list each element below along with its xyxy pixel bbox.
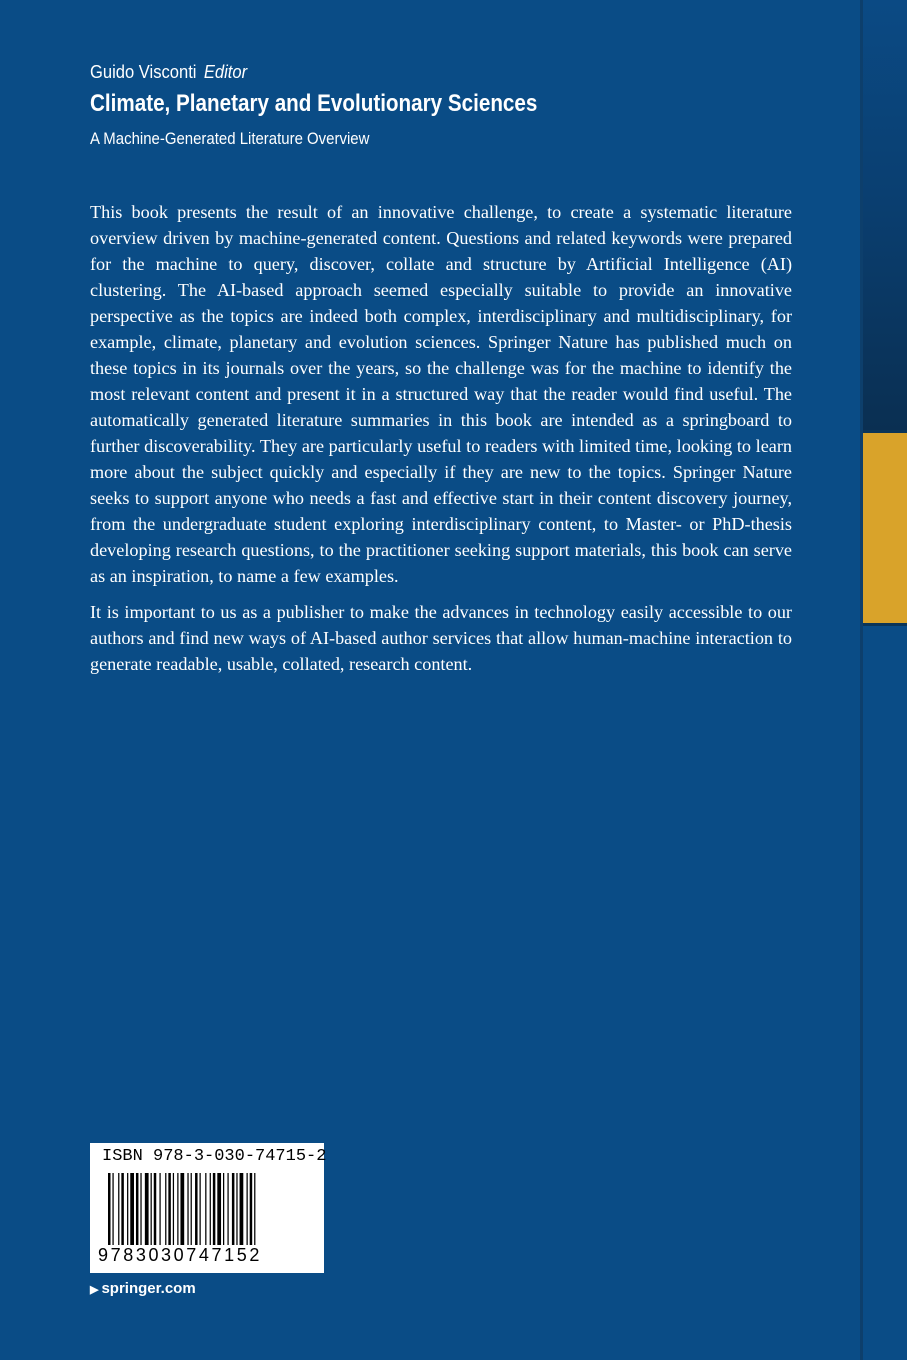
barcode-bar	[118, 1173, 119, 1245]
book-subtitle: A Machine-Generated Literature Overview	[90, 129, 370, 148]
barcode-bar	[236, 1173, 237, 1245]
publisher-link[interactable]	[90, 1278, 196, 1301]
barcode-bar	[180, 1173, 184, 1245]
barcode-bar	[254, 1173, 255, 1245]
isbn-label: ISBN 978-3-030-74715-2	[102, 1147, 327, 1166]
barcode-bar	[151, 1173, 152, 1245]
barcode-bar	[213, 1173, 216, 1245]
side-strip-blue	[863, 626, 907, 1360]
editor-name: Guido Visconti	[90, 62, 197, 82]
barcode-bar	[108, 1173, 111, 1245]
barcode-bar	[195, 1173, 198, 1245]
barcode-bar	[159, 1173, 160, 1245]
barcode-bar	[210, 1173, 211, 1245]
barcode-bar	[136, 1173, 139, 1245]
barcode-bar	[200, 1173, 201, 1245]
barcode-bar	[165, 1173, 166, 1245]
barcode-bars	[108, 1173, 318, 1245]
barcode-bar	[227, 1173, 228, 1245]
barcode-bar	[250, 1173, 253, 1245]
editor-role: Editor	[203, 62, 248, 82]
barcode-bar	[145, 1173, 149, 1245]
barcode-bar	[121, 1173, 124, 1245]
side-strip-dark	[863, 0, 907, 430]
barcode-bar	[240, 1173, 244, 1245]
barcode-bar	[191, 1173, 192, 1245]
publisher-url: springer.com	[101, 1280, 196, 1297]
back-cover-blurb	[90, 199, 792, 677]
barcode-bar	[130, 1173, 134, 1245]
isbn-barcode	[90, 1143, 327, 1273]
barcode-bar	[217, 1173, 221, 1245]
blurb-paragraph-2: It is important to us as a publisher to make the advances in technology easily accessible to our authors and find new ways of AI-based author services that allow human-machine interaction to generate readable, usable, collated, research content.	[90, 602, 792, 674]
arrow-right-icon: ▶	[90, 1284, 99, 1296]
barcode-bar	[187, 1173, 188, 1245]
barcode-bar	[247, 1173, 248, 1245]
barcode-bar	[232, 1173, 235, 1245]
barcode-digits: 9783030747152	[98, 1245, 262, 1265]
barcode-bar	[127, 1173, 128, 1245]
barcode-bar	[112, 1173, 113, 1245]
barcode-bar	[223, 1173, 224, 1245]
side-strip-gold	[863, 430, 907, 626]
barcode-bar	[154, 1173, 157, 1245]
editor-line	[90, 60, 247, 84]
blurb-paragraph-1: This book presents the result of an innovative challenge, to create a systematic literature overview driven by machine-generated content. Questions and related keywords were prepared for the machine to query, discover, collate and structure by Artificial Intelligence (AI) clustering. The AI-based approach seemed especially suitable to provide an innovative perspective as the topics are indeed both complex, interdisciplinary and multidisciplinary, for example, climate, planetary and evolution sciences. Springer Nature has published much on these topics in its journals over the years, so the challenge was for the machine to identify the most relevant content and present it in a structured way that the reader would find useful. The automatically generated literature summaries in this book are intended as a springboard to further discoverability. They are particularly useful to readers with limited time, looking to learn more about the subject quickly and especially if they are new to the topics. Springer Nature seeks to support anyone who needs a fast and effective start in their content discovery journey, from the undergraduate student exploring interdisciplinary content, to Master- or PhD-thesis developing research questions, to the practitioner seeking support materials, this book can serve as an inspiration, to name a few examples.	[90, 202, 792, 586]
barcode-bar	[140, 1173, 141, 1245]
barcode-bar	[173, 1173, 174, 1245]
book-title: Climate, Planetary and Evolutionary Sciences	[90, 90, 538, 117]
barcode-bar	[205, 1173, 206, 1245]
barcode-bar	[168, 1173, 171, 1245]
barcode-bar	[177, 1173, 178, 1245]
